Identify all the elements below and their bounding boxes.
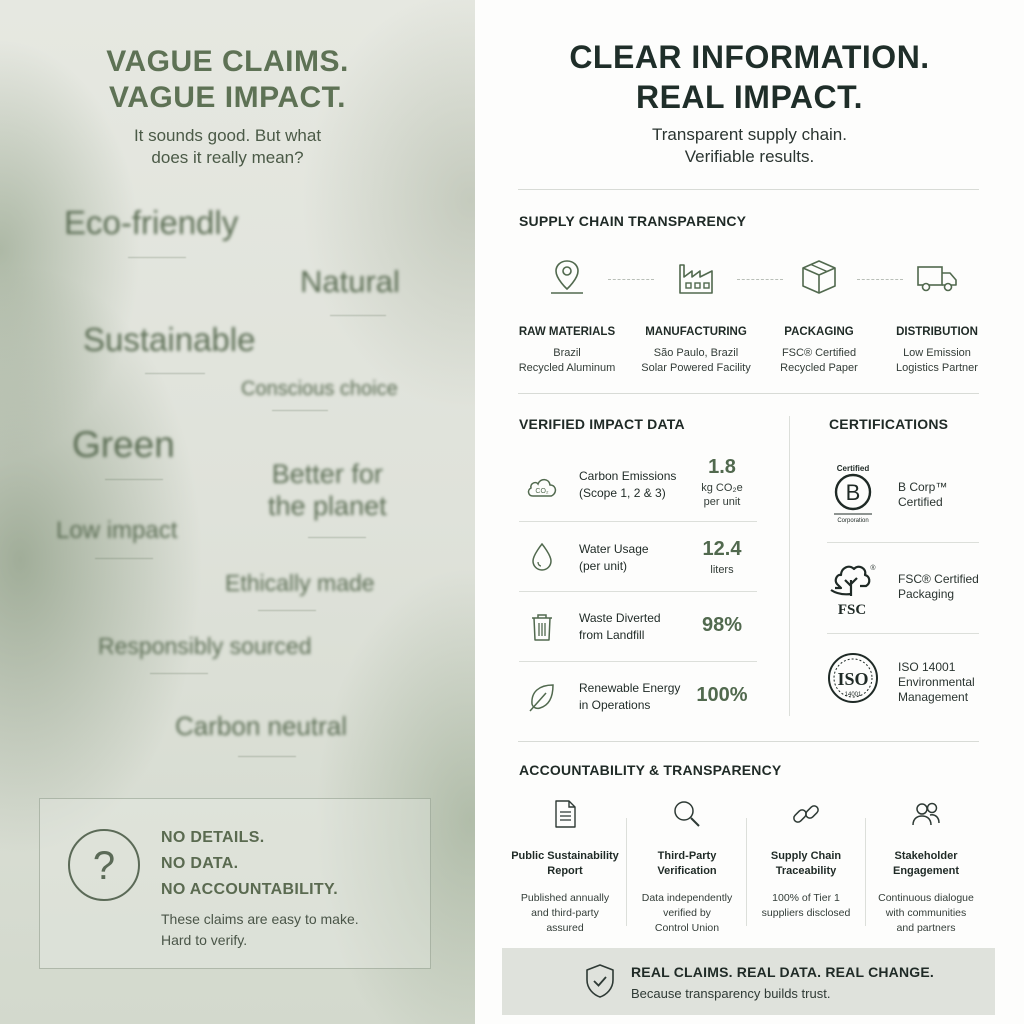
cert-fsc xyxy=(827,558,979,622)
iso-logo-icon xyxy=(827,650,879,712)
accountability-traceability xyxy=(746,798,866,921)
acc-desc-line1: Published annually xyxy=(520,892,610,904)
impact-label xyxy=(579,610,661,644)
impact-label-line2: (Scope 1, 2 & 3) xyxy=(579,486,666,500)
iso-logo-bottom: 14001 xyxy=(844,692,862,698)
impact-label xyxy=(579,680,680,714)
impact-label xyxy=(579,541,649,575)
term-natural: Natural xyxy=(300,264,400,299)
impact-label-line2: in Operations xyxy=(579,698,651,712)
acc-desc-line3: assured xyxy=(546,922,584,934)
acc-title xyxy=(627,849,747,879)
no-accountability-list xyxy=(161,825,338,903)
clear-information-panel xyxy=(475,0,1024,1024)
impact-value: 12.4 xyxy=(702,538,742,560)
impact-label-line1: Renewable Energy xyxy=(579,681,681,695)
water-drop-icon xyxy=(525,540,559,574)
cert-line1: B Corp™ xyxy=(898,480,948,494)
right-subtitle-line1: Transparent supply chain. xyxy=(652,125,847,144)
acc-desc-line1: 100% of Tier 1 xyxy=(772,892,840,904)
b-corp-logo-mark: B xyxy=(845,480,861,505)
left-subtitle-line1: It sounds good. But what xyxy=(133,126,322,145)
acc-title-line2: Report xyxy=(547,865,583,877)
acc-title-line1: Supply Chain xyxy=(770,850,842,862)
cert-line2: Environmental xyxy=(898,675,975,689)
divider xyxy=(518,741,979,742)
divider xyxy=(128,257,186,258)
certifications-heading: CERTIFICATIONS xyxy=(829,416,949,432)
column-divider xyxy=(789,416,790,716)
step-label: DISTRIBUTION xyxy=(896,326,978,338)
acc-title-line2: Engagement xyxy=(892,865,959,877)
no-accountability-box xyxy=(39,798,431,969)
fsc-logo-mark: FSC xyxy=(837,602,867,618)
claims-note xyxy=(161,909,359,951)
impact-value: 1.8 xyxy=(708,456,736,478)
term-carbon-neutral: Carbon neutral xyxy=(175,711,347,741)
claims-note-line1: These claims are easy to make. xyxy=(161,911,359,927)
truck-icon xyxy=(915,255,959,299)
step-detail: Logistics Partner xyxy=(896,362,978,374)
impact-value: 98% xyxy=(701,614,743,636)
left-subtitle xyxy=(0,125,455,169)
acc-title xyxy=(866,849,986,879)
supply-step-manufacturing xyxy=(626,255,766,376)
supply-step-raw-materials xyxy=(497,255,637,376)
magnifier-icon xyxy=(671,798,703,830)
impact-unit-line1: kg CO₂e xyxy=(701,482,743,494)
cert-line1: FSC® Certified xyxy=(898,572,979,586)
impact-unit-line2: per unit xyxy=(703,496,741,508)
divider xyxy=(272,410,328,411)
impact-label-line1: Waste Diverted xyxy=(579,611,661,625)
acc-desc xyxy=(627,891,747,936)
divider xyxy=(105,479,163,480)
acc-desc xyxy=(505,891,625,936)
divider xyxy=(258,610,316,611)
divider xyxy=(330,315,386,316)
step-detail: São Paulo, Brazil xyxy=(653,347,739,359)
left-title xyxy=(0,44,455,116)
divider xyxy=(827,542,979,543)
no-accountability-text: NO ACCOUNTABILITY. xyxy=(161,881,338,898)
impact-heading: VERIFIED IMPACT DATA xyxy=(519,416,685,432)
step-label: RAW MATERIALS xyxy=(518,326,616,338)
impact-row-waste xyxy=(519,592,757,660)
left-title-line1: VAGUE CLAIMS. xyxy=(106,45,349,78)
no-details-text: NO DETAILS. xyxy=(161,829,265,846)
cert-text xyxy=(898,572,979,602)
step-detail: FSC® Certified xyxy=(781,347,857,359)
impact-unit xyxy=(687,481,757,509)
supply-chain-heading: SUPPLY CHAIN TRANSPARENCY xyxy=(519,213,747,229)
cert-iso xyxy=(827,650,979,712)
impact-label xyxy=(579,468,676,502)
no-data-text: NO DATA. xyxy=(161,855,239,872)
map-pin-icon xyxy=(545,255,589,299)
step-label: PACKAGING xyxy=(784,326,854,338)
step-detail: Brazil xyxy=(553,347,581,359)
term-better-line2: the planet xyxy=(268,491,387,521)
cert-line2: Certified xyxy=(898,495,943,509)
acc-title xyxy=(746,849,866,879)
acc-desc-line2: suppliers disclosed xyxy=(761,907,851,919)
acc-desc-line2: with communities xyxy=(885,907,967,919)
b-corp-logo-bottom: Corporation xyxy=(837,518,869,524)
accountability-verification xyxy=(627,798,747,936)
accountability-stakeholders xyxy=(866,798,986,936)
impact-row-energy xyxy=(519,662,757,730)
acc-title-line2: Verification xyxy=(657,865,717,877)
term-green: Green xyxy=(72,424,175,465)
step-detail: Recycled Paper xyxy=(780,362,858,374)
acc-desc-line3: and partners xyxy=(896,922,956,934)
impact-label-line1: Water Usage xyxy=(579,542,649,556)
fsc-tree-logo-icon xyxy=(827,558,879,620)
acc-desc-line2: and third-party xyxy=(531,907,599,919)
co2-cloud-icon xyxy=(525,470,559,504)
vague-claims-panel xyxy=(0,0,475,1024)
step-detail: Recycled Aluminum xyxy=(518,362,616,374)
acc-desc xyxy=(866,891,986,936)
cert-text xyxy=(898,660,975,705)
term-eco-friendly: Eco-friendly xyxy=(64,204,239,241)
term-low-impact: Low impact xyxy=(56,517,178,544)
acc-title-line1: Third-Party xyxy=(657,850,717,862)
leaf-icon xyxy=(525,680,559,714)
acc-title-line2: Traceability xyxy=(775,865,837,877)
impact-unit: liters xyxy=(710,564,734,576)
divider xyxy=(518,393,979,394)
supply-step-distribution xyxy=(867,255,1007,376)
right-title-line1: CLEAR INFORMATION. xyxy=(569,39,930,75)
link-chain-icon xyxy=(790,798,822,830)
banner-title: REAL CLAIMS. REAL DATA. REAL CHANGE. xyxy=(631,964,935,980)
b-corp-logo-top: Certified xyxy=(836,464,870,473)
people-icon xyxy=(910,798,942,830)
impact-row-carbon xyxy=(519,452,757,520)
term-responsibly-sourced: Responsibly sourced xyxy=(98,633,312,659)
acc-desc-line1: Continuous dialogue xyxy=(878,892,974,904)
cert-line3: Management xyxy=(898,690,969,704)
left-title-line2: VAGUE IMPACT. xyxy=(108,81,347,114)
acc-desc-line2: verified by xyxy=(663,907,711,919)
box-icon xyxy=(797,255,841,299)
co2-icon-text: CO₂ xyxy=(535,488,549,495)
term-conscious-choice: Conscious choice xyxy=(241,378,398,400)
fsc-logo-reg: ® xyxy=(870,565,876,572)
impact-value: 100% xyxy=(696,684,748,706)
cert-b-corp xyxy=(827,462,979,532)
trash-bin-icon xyxy=(525,610,559,644)
right-title-line2: REAL IMPACT. xyxy=(635,79,864,115)
divider xyxy=(238,756,296,757)
impact-label-line2: from Landfill xyxy=(579,628,645,642)
right-title xyxy=(475,37,1024,117)
divider xyxy=(827,633,979,634)
acc-title-line1: Stakeholder xyxy=(894,850,958,862)
accountability-heading: ACCOUNTABILITY & TRANSPARENCY xyxy=(519,762,782,778)
iso-logo-mark: ISO xyxy=(837,669,869,689)
impact-label-line1: Carbon Emissions xyxy=(579,469,677,483)
acc-desc-line1: Data independently xyxy=(641,892,733,904)
step-detail: Solar Powered Facility xyxy=(641,362,751,374)
acc-desc xyxy=(746,891,866,921)
term-better-line1: Better for xyxy=(271,459,383,489)
cert-line1: ISO 14001 xyxy=(898,660,956,674)
divider xyxy=(150,673,208,674)
impact-label-line2: (per unit) xyxy=(579,559,628,573)
divider xyxy=(308,537,366,538)
cert-line2: Packaging xyxy=(898,587,955,601)
step-detail: Low Emission xyxy=(903,347,971,359)
b-corp-logo-icon xyxy=(827,462,879,524)
banner-subtitle: Because transparency builds trust. xyxy=(631,986,831,1001)
right-subtitle-line2: Verifiable results. xyxy=(684,147,815,166)
acc-title-line1: Public Sustainability xyxy=(511,850,619,862)
term-better-for-the-planet xyxy=(268,458,387,522)
acc-desc-line3: Control Union xyxy=(654,922,720,934)
divider xyxy=(518,189,979,190)
shield-check-icon xyxy=(584,963,616,999)
accountability-report xyxy=(505,798,625,936)
document-icon xyxy=(549,798,581,830)
acc-title xyxy=(505,849,625,879)
factory-icon xyxy=(674,255,718,299)
divider xyxy=(145,373,205,374)
divider xyxy=(95,558,153,559)
right-subtitle xyxy=(475,124,1024,168)
cert-text xyxy=(898,480,947,510)
left-subtitle-line2: does it really mean? xyxy=(151,148,304,167)
term-sustainable: Sustainable xyxy=(83,321,256,358)
trust-banner xyxy=(502,948,995,1015)
step-label: MANUFACTURING xyxy=(645,326,747,338)
impact-row-water xyxy=(519,522,757,590)
claims-note-line2: Hard to verify. xyxy=(161,932,248,948)
question-mark-icon: ? xyxy=(68,829,140,901)
term-ethically-made: Ethically made xyxy=(225,570,375,596)
